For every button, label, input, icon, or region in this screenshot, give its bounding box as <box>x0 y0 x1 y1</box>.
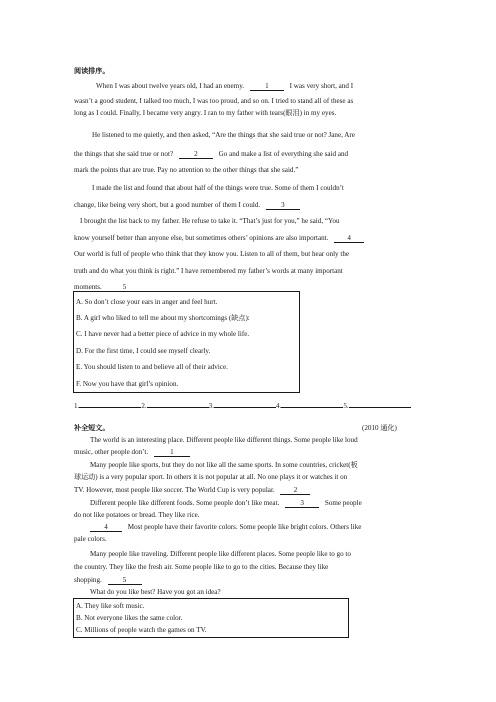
s2-blank-2: 2 <box>280 486 310 495</box>
s1-blank-3: 3 <box>266 201 300 210</box>
s2-line-7: do not like potatoes or bread. They like rice. <box>74 511 200 519</box>
s1-line-12: truth and do what you think is right.” I have remembered my father’s words at many important <box>74 267 343 275</box>
s1-line-13-text-a: moments. <box>74 283 102 291</box>
s1-option-c: C. I have never had a better piece of advice in my whole life. <box>76 330 250 338</box>
s1-option-d: D. For the first time, I could see myself clearly. <box>76 347 211 355</box>
s2-line-3: Many people like sports, but they do not like all the same sports. In some countries, cricket(板 <box>90 461 358 469</box>
s1-line-10-text-a: know yourself better than anyone else, but sometimes others’ opinions are also important. <box>74 234 329 242</box>
s2-options-box <box>73 598 349 638</box>
s2-line-6 <box>90 499 362 508</box>
s2-line-5 <box>74 486 310 495</box>
section1-heading: 阅读排序。 <box>74 67 110 75</box>
s2-line-11: the country. They like the fresh air. Some people like to go to the cities. Because they like <box>74 563 329 571</box>
answer-label-4: 4. <box>275 402 282 410</box>
s1-line-5-text-a: the things that she said true or not? <box>74 150 174 158</box>
answer-label-3: 3. <box>208 402 214 410</box>
s1-line-11: Our world is full of people who think that they know you. Listen to all of them, but hear only the <box>74 250 350 258</box>
answer-blank-2[interactable] <box>147 400 209 408</box>
s1-line-9: I brought the list back to my father. He refuse to take it. “That’s just for you,” he said, “You <box>80 217 340 225</box>
s1-blank-2: 2 <box>179 150 213 159</box>
s1-line-3: long as I could. Finally, I became very angry. I ran to my father with tears(眼泪) in my eyes. <box>74 109 337 117</box>
s2-blank-5: 5 <box>108 576 142 585</box>
s2-line-2 <box>74 448 190 457</box>
s1-line-5-text-b: Go and make a list of everything she said and <box>218 150 349 158</box>
s1-line-10 <box>74 234 364 243</box>
answer-blank-4[interactable] <box>281 400 343 408</box>
section2-source: (2010 通化) <box>362 424 397 432</box>
s1-line-2: wasn’t a good student, I talked too much, I was too proud, and so on. I tried to stand all of these as <box>74 97 354 105</box>
s2-line-12 <box>74 576 142 585</box>
s1-blank-1: 1 <box>250 82 284 91</box>
s1-line-1-text-b: I was very short, and I <box>289 82 354 90</box>
s1-blank-4: 4 <box>334 234 364 243</box>
s2-blank-4: 4 <box>90 523 122 532</box>
s1-option-b: B. A girl who liked to tell me about my shortcomings (缺点): <box>76 314 250 322</box>
s1-option-f: F. Now you have that girl’s opinion. <box>76 380 179 388</box>
s1-line-7: I made the list and found that about half of the things were true. Some of them I couldn’t <box>92 184 344 192</box>
s2-option-a: A. They like soft music. <box>76 602 145 610</box>
s2-blank-3: 3 <box>285 499 319 508</box>
s2-option-c: C. Millions of people watch the games on TV. <box>76 626 207 634</box>
section2-heading: 补全短文。 <box>74 424 110 432</box>
s2-option-b: B. Not everyone likes the same color. <box>76 614 183 622</box>
answer-label-5: 5. <box>343 402 349 410</box>
s2-line-4: 球运动) is a very popular sport. In others it is not popular at all. No one plays it or watches it on <box>74 473 348 481</box>
answer-blank-1[interactable] <box>79 400 141 408</box>
s2-line-9: pale colors. <box>74 535 107 543</box>
s1-line-6: mark the points that are true. Pay no attention to the other things that she said.” <box>74 166 299 174</box>
s2-line-13: What do you like best? Have you got an idea? <box>90 588 221 596</box>
answer-blank-3[interactable] <box>214 400 276 408</box>
s2-line-1: The world is an interesting place. Different people like different things. Some people like loud <box>90 436 358 444</box>
s1-line-5 <box>74 150 348 159</box>
s1-option-e: E. You should listen to and believe all of their advice. <box>76 363 228 371</box>
answer-blank-5[interactable] <box>349 400 411 408</box>
s1-blank-5: 5 <box>108 283 142 292</box>
s1-line-4: He listened to me quietly, and then asked, “Are the things that she said true or not? Jane, Are <box>92 131 355 139</box>
s2-line-12-text-a: shopping. <box>74 576 102 584</box>
s1-options-box <box>73 291 300 393</box>
s2-line-2-text-a: music, other people don’t. <box>74 448 149 456</box>
answer-label-1: 1. <box>74 402 80 410</box>
s2-line-6-text-b: Some people <box>324 499 362 507</box>
s1-option-a: A. So don’t close your ears in anger and feel hurt. <box>76 298 218 306</box>
s1-answer-line <box>74 400 411 411</box>
s1-line-8-text-a: change, like being very short, but a good number of them I could. <box>74 201 261 209</box>
s2-line-6-text-a: Different people like different foods. Some people don’t like meat. <box>90 499 280 507</box>
s1-line-1-text-a: When I was about twelve years old, I had an enemy. <box>96 82 245 90</box>
s2-line-8 <box>90 523 361 532</box>
s2-line-10: Many people like traveling. Different people like different places. Some people like to go to <box>90 550 351 558</box>
s2-line-5-text-a: TV. However, most people like soccer. The World Cup is very popular. <box>74 486 275 494</box>
answer-label-2: 2. <box>141 402 147 410</box>
s2-blank-1: 1 <box>154 448 190 457</box>
s1-line-1 <box>96 82 353 91</box>
s1-line-8 <box>74 201 300 210</box>
s2-line-8-text-b: Most people have their favorite colors. Some people like bright colors. Others like <box>127 523 362 531</box>
